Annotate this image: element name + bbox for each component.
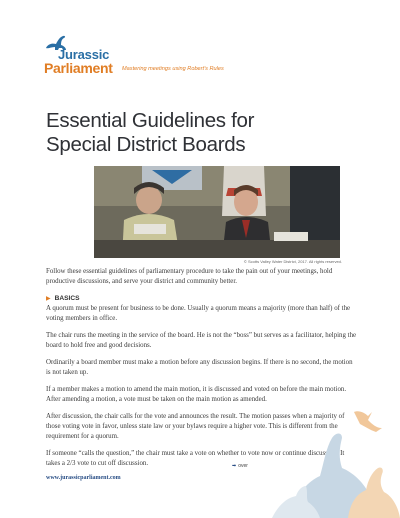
photo-credit: © Scotts Valley Water District, 2017. All rights reserved. (243, 259, 342, 264)
section-heading-label: BASICS (54, 295, 80, 302)
intro-paragraph: Follow these essential guidelines of parliamentary procedure to take the pain out of your meetings, hold productive discussions, and serve your district and community better. (46, 268, 333, 285)
dinosaurs-illustration (272, 402, 400, 518)
arrow-icon: ➡ (232, 463, 237, 469)
board-meeting-photo (94, 166, 340, 258)
body-paragraph: After discussion, the chair calls for the vote and announces the result. The motion passes when a majority of those voting vote in favor, unless state law or your bylaws require a higher vote. This is different from the requirement for a quorum. (46, 413, 345, 440)
logo-wordmark-line1: Jurassic (58, 47, 110, 62)
brand-logo (44, 34, 124, 80)
body-paragraph: The chair runs the meeting in the service of the board. He is not the “boss” but serves as a facilitator, helping the board to hold free and good decisions. (46, 332, 357, 349)
logo-wordmark-line2: Parliament (44, 60, 113, 76)
website-link[interactable]: www.jurassicparliament.com (46, 475, 121, 481)
body-paragraph: A quorum must be present for business to be done. Usually a quorum means a majority (more than half) of the voting members in office. (46, 305, 351, 322)
photo-illustration (94, 166, 340, 258)
body-paragraph: If someone “calls the question,” the chair must take a vote on whether to vote now or continue discussion. It takes a 2/3 vote to cut off discussion. (46, 450, 345, 467)
bullet-triangle-icon: ▶ (46, 296, 51, 302)
title-line2: Special District Boards (46, 133, 246, 156)
page-title (46, 109, 254, 157)
body-paragraph: If a member makes a motion to amend the main motion, it is discussed and voted on before the main motion. After amending a motion, a vote must be taken on the main motion as amended. (46, 386, 347, 403)
tagline: Mastering meetings using Robert's Rules (122, 66, 224, 72)
title-line1: Essential Guidelines for (46, 109, 255, 132)
body-paragraph: Ordinarily a board member must make a motion before any discussion begins. If there is no second, the motion is not taken up. (46, 359, 353, 376)
section-heading (46, 294, 358, 304)
over-indicator (232, 463, 248, 469)
over-label: over (238, 463, 248, 469)
